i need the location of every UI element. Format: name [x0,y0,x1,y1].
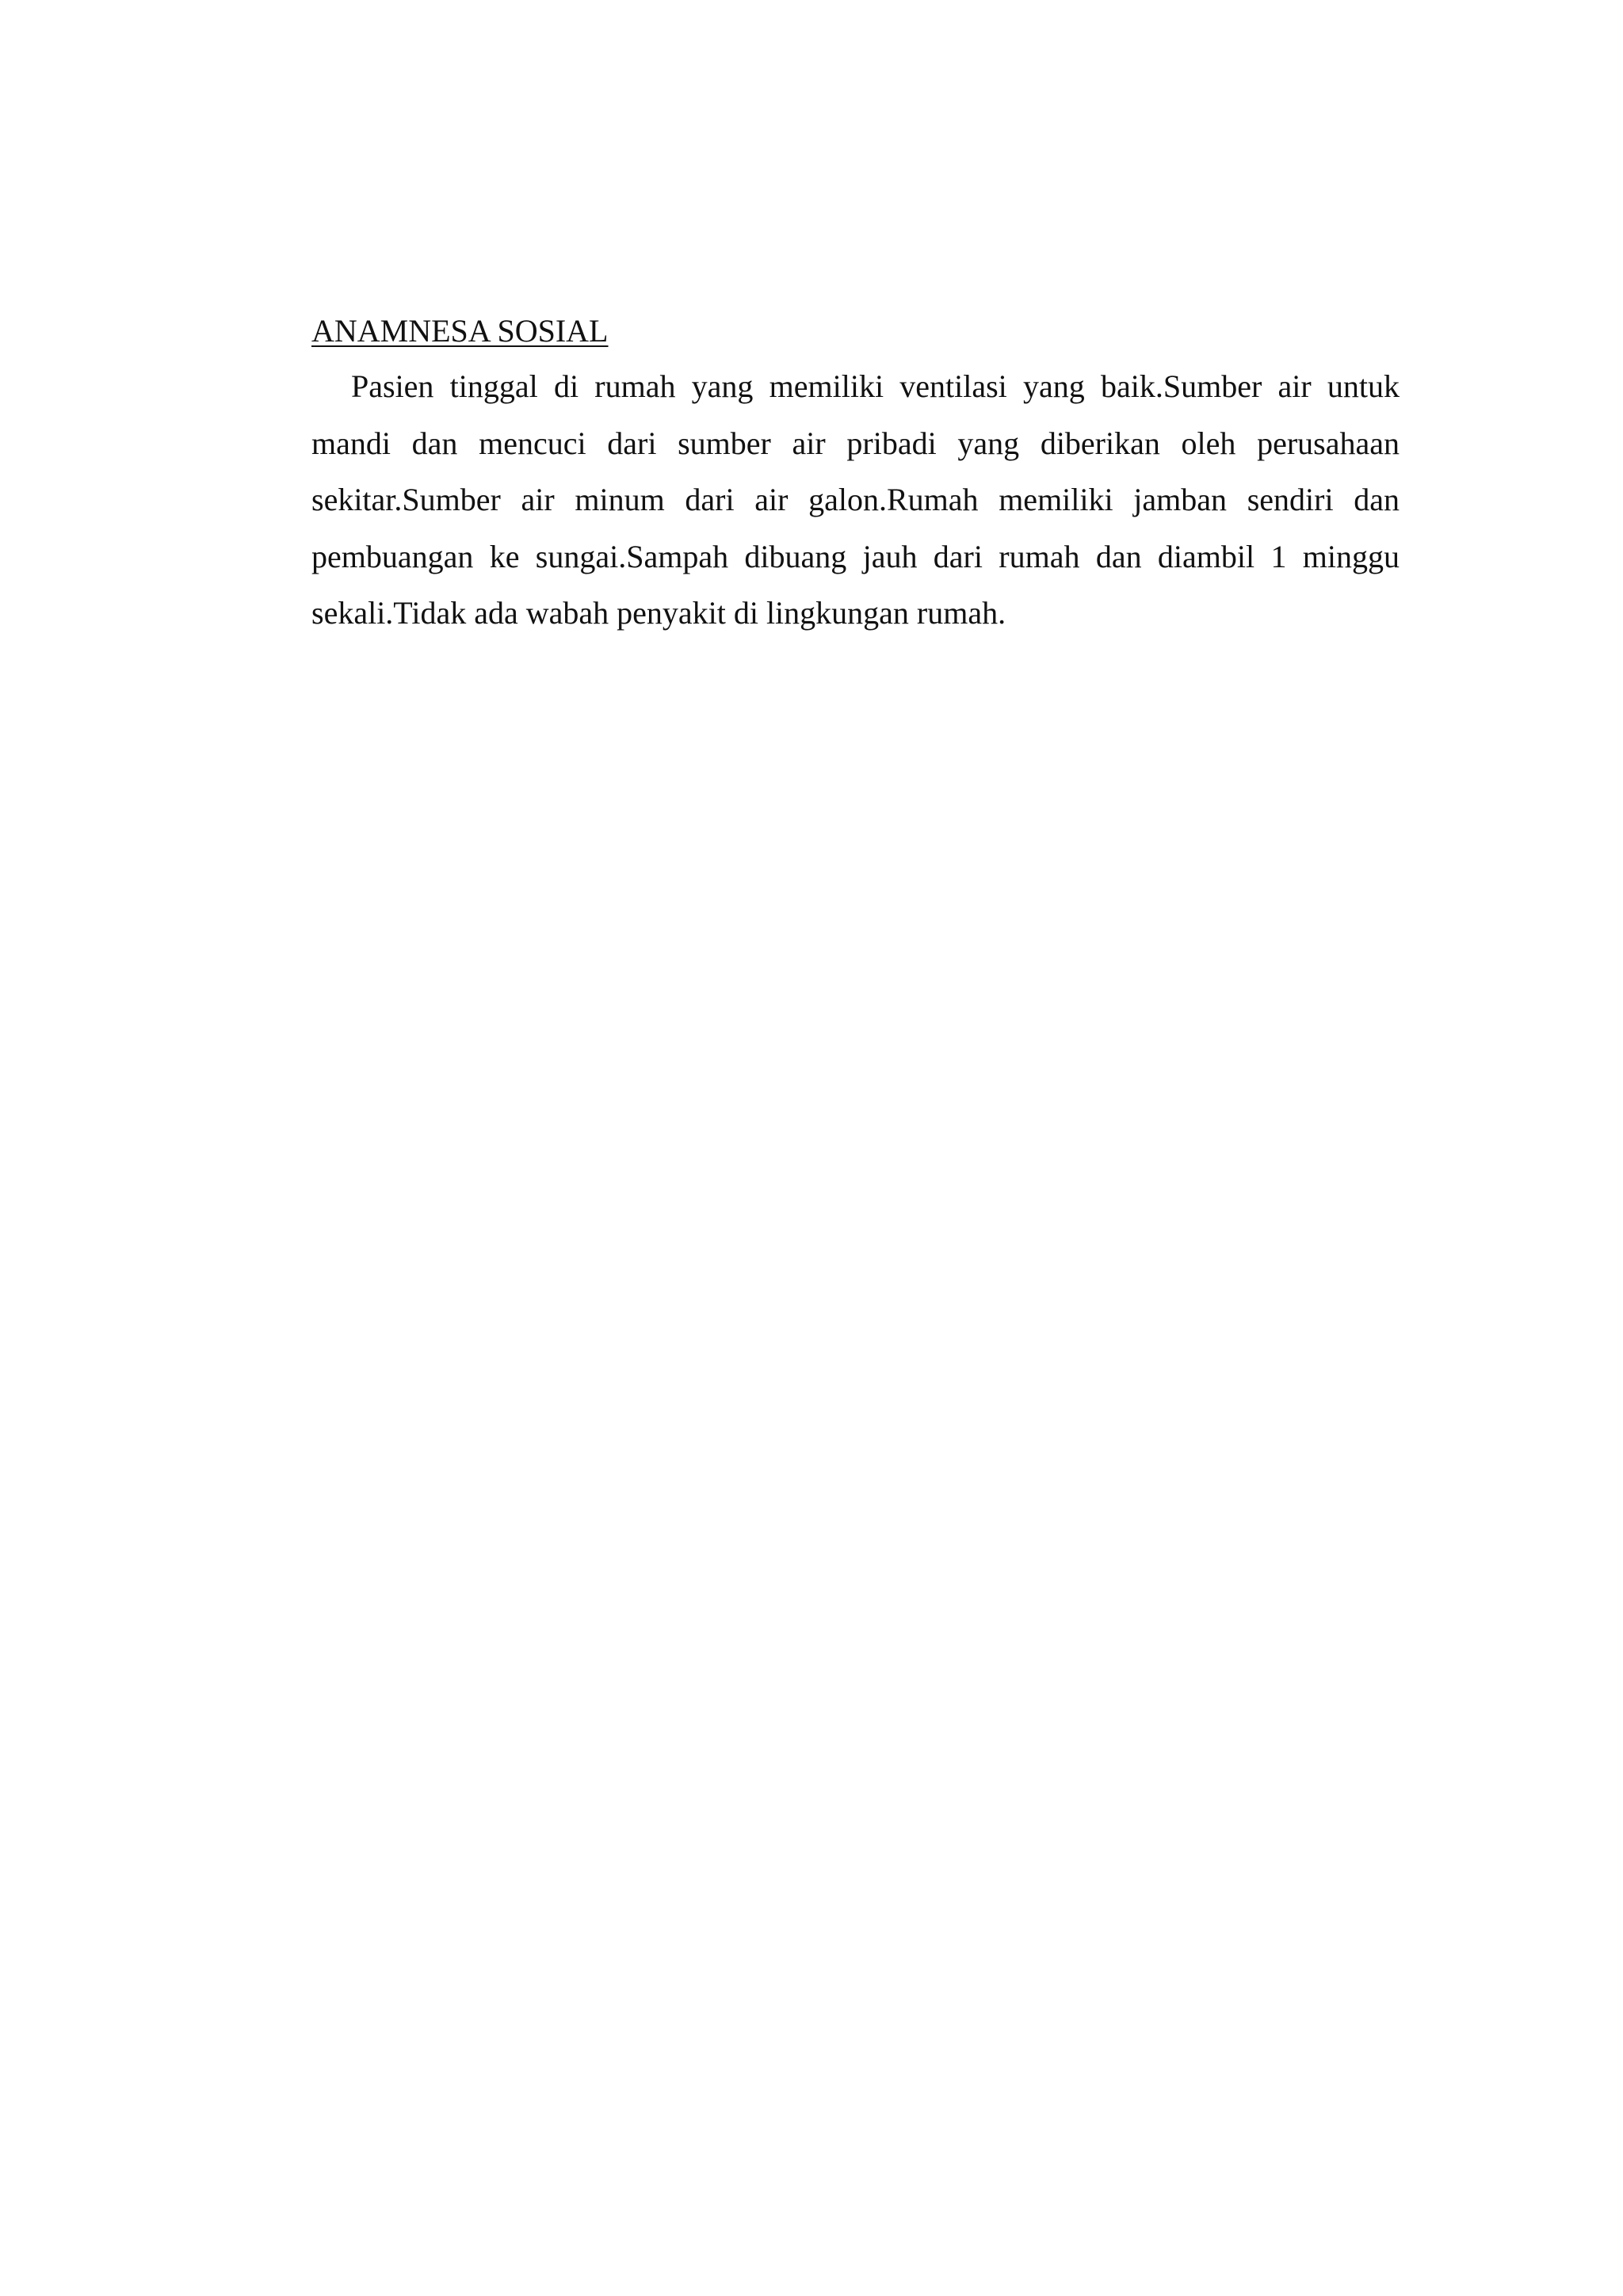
section-heading: ANAMNESA SOSIAL [311,313,609,349]
body-paragraph: Pasien tinggal di rumah yang memiliki ventilasi yang baik.Sumber air untuk mandi dan mencuci dari sumber air pribadi yang diberikan oleh perusahaan sekitar.Sumber air minum dari air galon.Rumah memiliki jamban sendiri dan pembuangan ke sungai.Sampah dibuang jauh dari rumah dan diambil 1 minggu sekali.Tidak ada wabah penyakit di lingkungan rumah. [311,368,1400,631]
document-body [311,312,1400,642]
